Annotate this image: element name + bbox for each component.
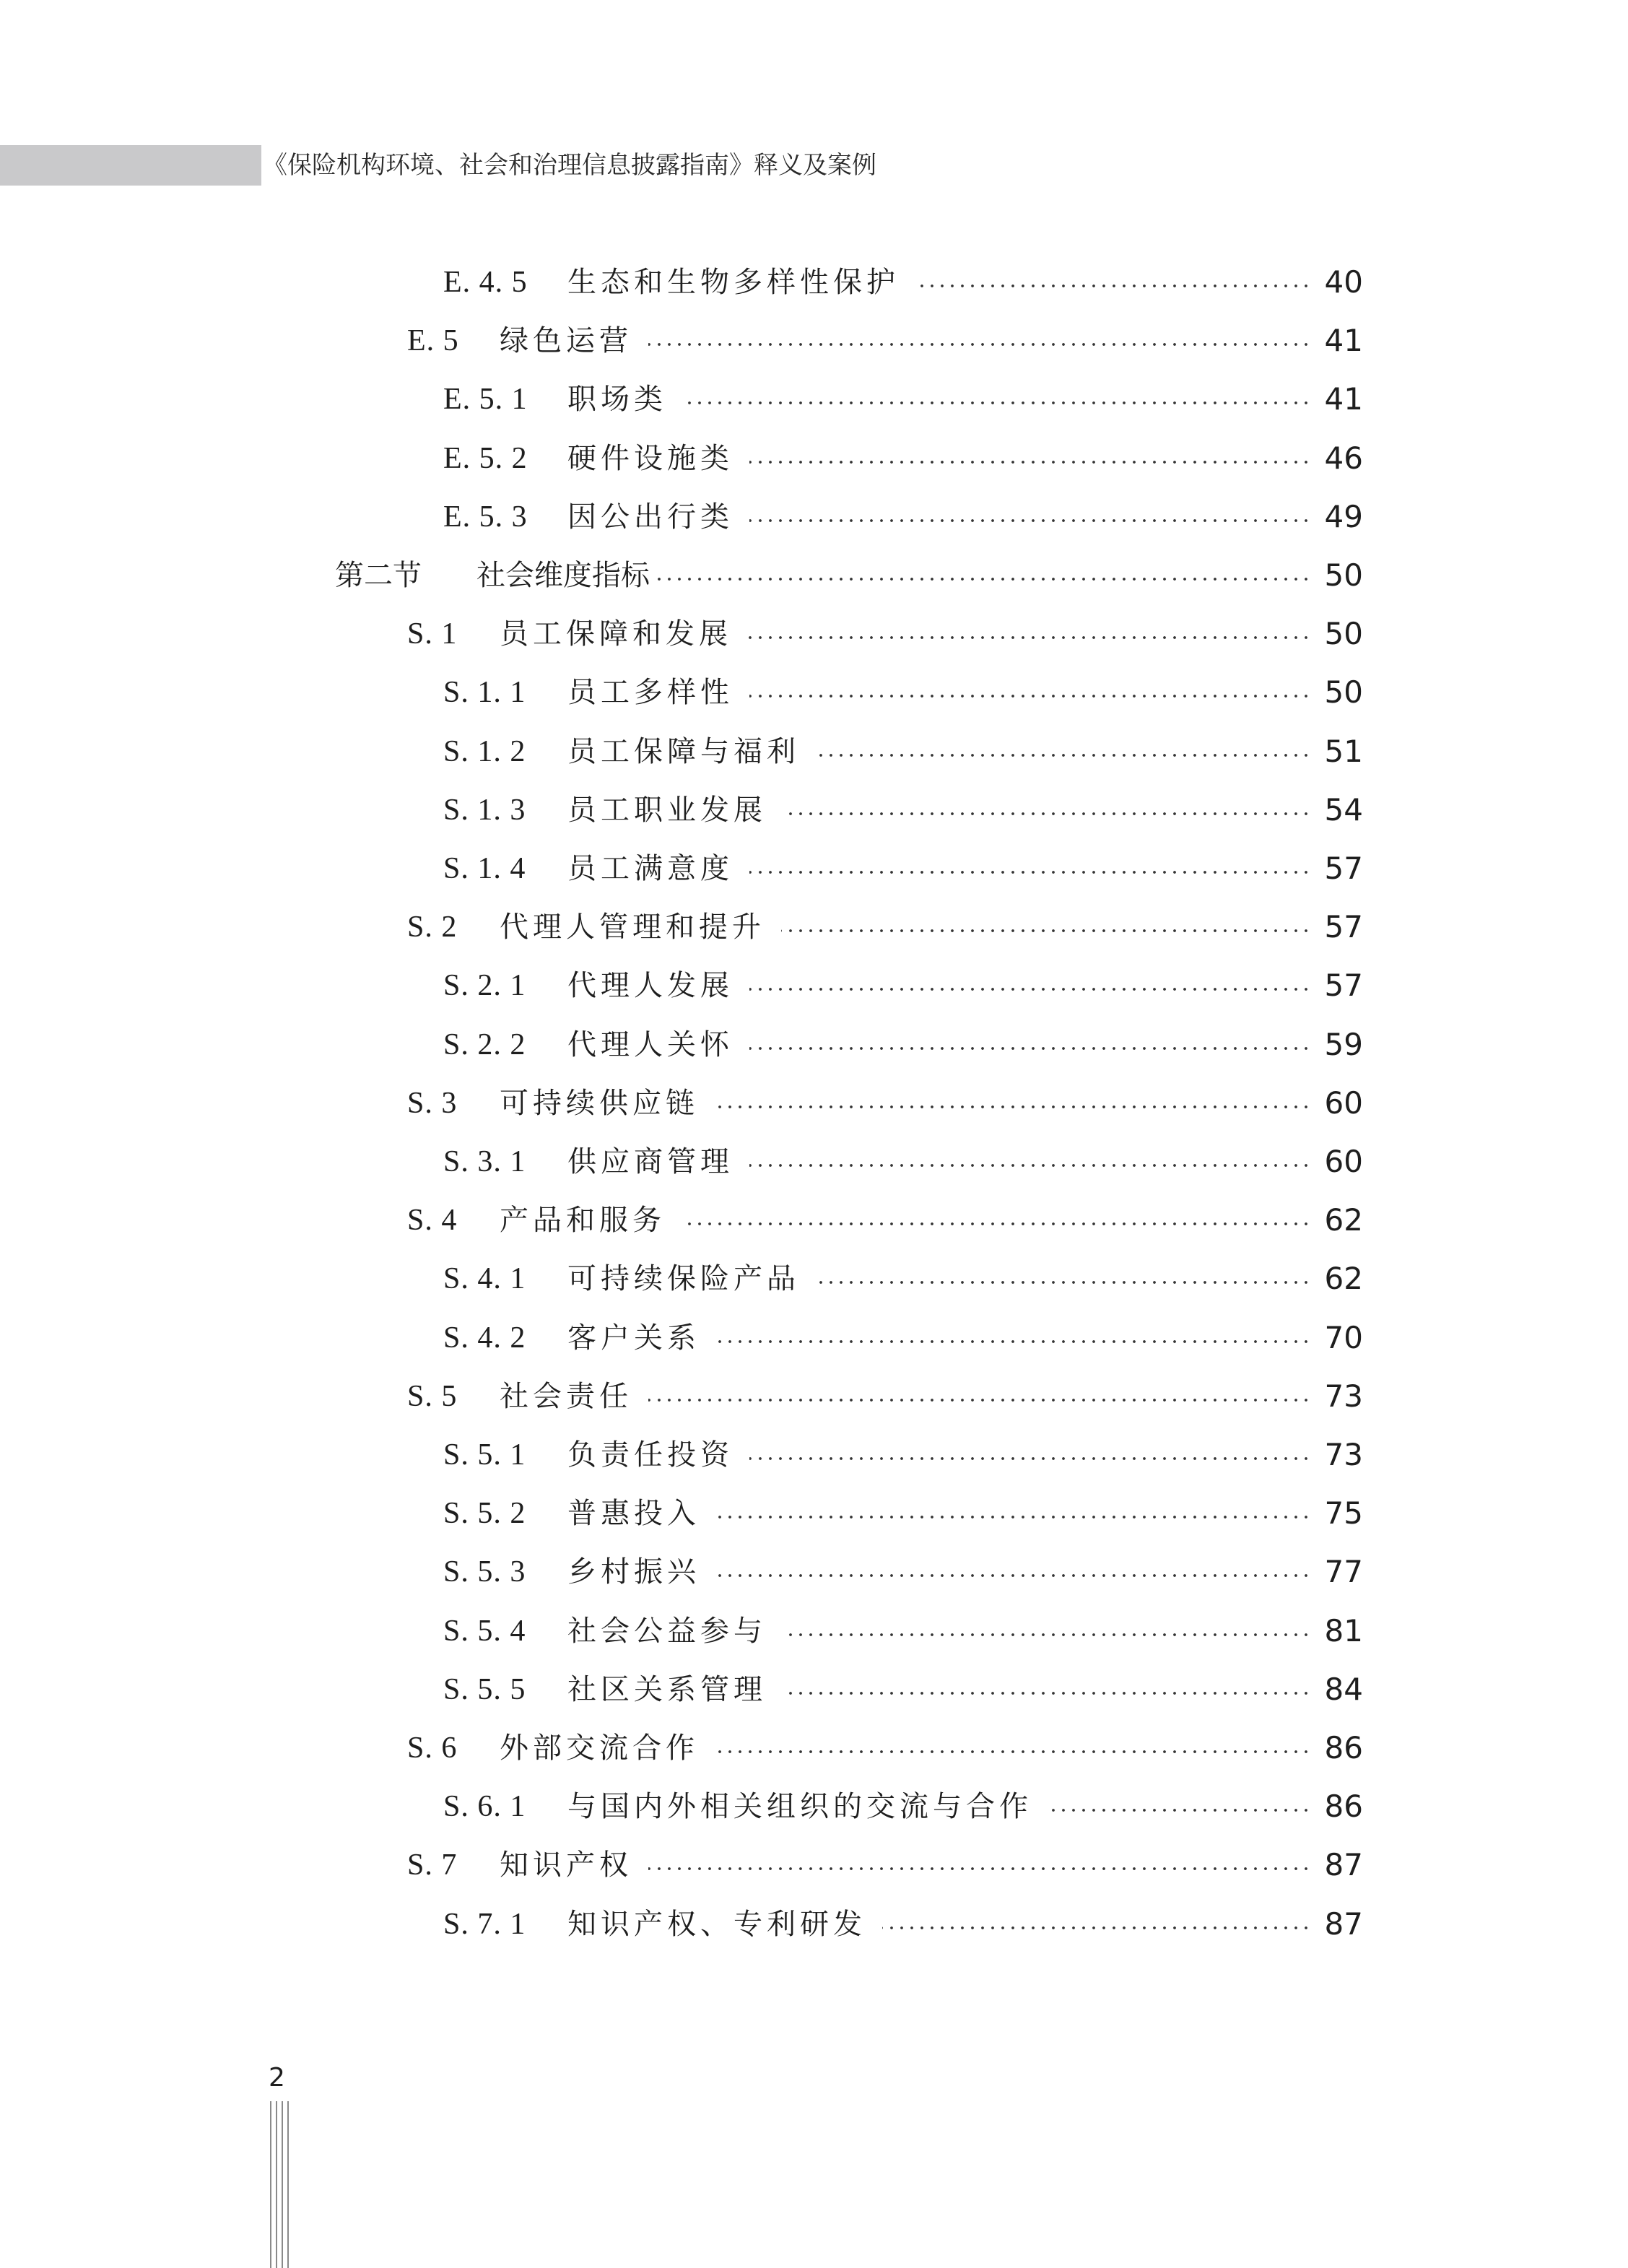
toc-entry-page: 77: [1324, 1554, 1363, 1589]
toc-entry[interactable]: [407, 1373, 1363, 1420]
toc-dot-leader: [648, 342, 1311, 347]
toc-entry[interactable]: [443, 258, 1363, 306]
toc-entry[interactable]: [443, 1431, 1363, 1479]
toc-dot-leader: [683, 401, 1311, 405]
toc-dot-leader: [715, 1105, 1311, 1109]
toc-entry-page: 87: [1324, 1906, 1363, 1942]
toc-entry[interactable]: [443, 1607, 1363, 1655]
toc-entry[interactable]: [335, 552, 1363, 599]
toc-entry-title: 知识产权、专利研发: [567, 1908, 866, 1941]
toc-entry-title: 代理人关怀: [567, 1028, 734, 1061]
toc-entry-number: S. 1. 4: [443, 852, 526, 885]
toc-entry-page: 57: [1324, 968, 1363, 1003]
toc-entry-number: E. 5. 1: [443, 383, 528, 416]
toc-entry-title: 普惠投入: [567, 1497, 700, 1530]
toc-entry[interactable]: [443, 1666, 1363, 1713]
toc-entry[interactable]: [443, 435, 1363, 482]
toc-entry[interactable]: [407, 1196, 1363, 1244]
toc-entry[interactable]: [443, 1900, 1363, 1948]
toc-entry-title: 产品和服务: [500, 1204, 666, 1237]
toc-entry-number: S. 1. 2: [443, 735, 526, 768]
toc-entry-number: S. 1. 3: [443, 794, 526, 827]
toc-entry[interactable]: [443, 493, 1363, 541]
toc-entry[interactable]: [407, 1079, 1363, 1127]
toc-entry-title: 员工保障与福利: [567, 735, 800, 768]
toc-dot-leader: [656, 577, 1311, 581]
toc-entry-title: 绿色运营: [500, 324, 632, 357]
toc-entry-page: 87: [1324, 1847, 1363, 1882]
folio-rule: [270, 2101, 271, 2268]
toc-entry[interactable]: [407, 1841, 1363, 1889]
toc-dot-leader: [749, 1456, 1311, 1461]
toc-entry[interactable]: [443, 1783, 1363, 1830]
toc-entry-number: S. 7: [407, 1848, 458, 1882]
toc-entry-number: S. 5. 4: [443, 1615, 526, 1648]
toc-entry-number: S. 3: [407, 1087, 458, 1120]
toc-dot-leader: [816, 753, 1311, 757]
toc-dot-leader: [748, 635, 1311, 640]
header-bar: [0, 145, 261, 186]
toc-entry-page: 57: [1324, 851, 1363, 886]
toc-dot-leader: [1048, 1808, 1311, 1812]
page-number: 2: [269, 2063, 285, 2093]
toc-entry-title: 供应商管理: [567, 1145, 734, 1178]
toc-entry-title: 与国内外相关组织的交流与合作: [567, 1790, 1032, 1823]
toc-dot-leader: [915, 284, 1311, 288]
toc-dot-leader: [749, 987, 1311, 991]
toc-dot-leader: [716, 1515, 1311, 1519]
toc-dot-leader: [882, 1926, 1311, 1930]
toc-entry-title: 乡村振兴: [567, 1555, 700, 1589]
toc-entry-page: 81: [1324, 1613, 1363, 1648]
toc-entry-number: 第二节: [335, 559, 422, 592]
toc-dot-leader: [682, 1222, 1311, 1226]
folio-rule: [287, 2101, 289, 2268]
toc-entry[interactable]: [443, 375, 1363, 423]
toc-entry-page: 51: [1324, 734, 1363, 769]
toc-entry-title: 知识产权: [500, 1848, 632, 1882]
toc-entry-number: S. 6. 1: [443, 1790, 526, 1823]
toc-entry-number: S. 1: [407, 617, 458, 651]
toc-entry-number: S. 3. 1: [443, 1145, 526, 1178]
toc-entry[interactable]: [443, 1255, 1363, 1303]
toc-entry-title: 员工满意度: [567, 852, 734, 885]
toc-dot-leader: [783, 1691, 1311, 1695]
toc-entry-title: 因公出行类: [567, 500, 734, 534]
toc-entry-title: 员工保障和发展: [500, 617, 732, 651]
toc-entry-page: 75: [1324, 1495, 1363, 1531]
toc-entry-number: E. 5: [407, 324, 459, 357]
toc-entry-number: E. 5. 3: [443, 500, 528, 534]
toc-dot-leader: [749, 694, 1311, 698]
toc-entry[interactable]: [443, 962, 1363, 1009]
toc-entry[interactable]: [407, 903, 1363, 951]
toc-entry-number: S. 1. 1: [443, 676, 526, 709]
toc-entry-page: 57: [1324, 909, 1363, 944]
toc-entry-title: 社会公益参与: [567, 1615, 767, 1648]
toc-dot-leader: [648, 1398, 1311, 1402]
toc-dot-leader: [749, 1046, 1311, 1051]
toc-entry[interactable]: [443, 1138, 1363, 1186]
toc-entry-title: 职场类: [567, 383, 667, 416]
folio-rule: [276, 2101, 277, 2268]
toc-entry-title: 外部交流合作: [500, 1732, 699, 1765]
toc-entry-page: 59: [1324, 1027, 1363, 1062]
toc-entry-page: 62: [1324, 1202, 1363, 1238]
toc-dot-leader: [749, 1163, 1311, 1168]
toc-entry-page: 50: [1324, 616, 1363, 651]
toc-dot-leader: [716, 1339, 1311, 1344]
folio-rule: [282, 2101, 283, 2268]
toc-entry[interactable]: [443, 1548, 1363, 1596]
toc-entry-title: 负责任投资: [567, 1438, 734, 1472]
toc-entry-page: 50: [1324, 674, 1363, 710]
toc-entry-page: 62: [1324, 1261, 1363, 1296]
toc-entry-page: 86: [1324, 1789, 1363, 1824]
toc-dot-leader: [749, 460, 1311, 464]
toc-entry-number: S. 2: [407, 911, 458, 944]
toc-entry-title: 员工职业发展: [567, 794, 767, 827]
toc-dot-leader: [781, 929, 1311, 933]
toc-entry-title: 社会维度指标: [476, 559, 650, 592]
toc-dot-leader: [749, 870, 1311, 874]
toc-entry-number: E. 4. 5: [443, 266, 528, 299]
toc-entry[interactable]: [443, 786, 1363, 834]
toc-entry-number: S. 4. 2: [443, 1321, 526, 1355]
toc-entry-page: 84: [1324, 1672, 1363, 1707]
toc-entry[interactable]: [443, 669, 1363, 716]
toc-entry-title: 客户关系: [567, 1321, 700, 1355]
toc-entry-number: S. 7. 1: [443, 1908, 526, 1941]
toc-entry-title: 代理人发展: [567, 969, 734, 1002]
toc-entry-title: 员工多样性: [567, 676, 734, 709]
toc-dot-leader: [648, 1867, 1311, 1871]
toc-entry-page: 41: [1324, 381, 1363, 417]
toc-entry-title: 生态和生物多样性保护: [567, 266, 900, 299]
toc-entry-number: S. 5. 1: [443, 1438, 526, 1472]
toc-dot-leader: [749, 518, 1311, 523]
toc-entry-page: 40: [1324, 264, 1363, 300]
toc-entry[interactable]: [443, 728, 1363, 775]
toc-entry-page: 86: [1324, 1730, 1363, 1765]
toc-entry[interactable]: [407, 610, 1363, 658]
toc-entry-number: S. 2. 2: [443, 1028, 526, 1061]
toc-entry-page: 54: [1324, 792, 1363, 827]
toc-entry-number: S. 2. 1: [443, 969, 526, 1002]
toc-entry-title: 社区关系管理: [567, 1673, 767, 1706]
toc-entry[interactable]: [443, 1490, 1363, 1537]
running-title: 《保险机构环境、社会和治理信息披露指南》释义及案例: [263, 151, 876, 180]
toc-entry-title: 可持续保险产品: [567, 1262, 800, 1295]
toc-entry[interactable]: [443, 845, 1363, 892]
toc-entry-number: S. 4: [407, 1204, 458, 1237]
toc-entry[interactable]: [443, 1314, 1363, 1362]
toc-dot-leader: [783, 1633, 1311, 1637]
toc-entry-number: S. 5. 5: [443, 1673, 526, 1706]
toc-entry-number: S. 5. 3: [443, 1555, 526, 1589]
toc-dot-leader: [716, 1573, 1311, 1578]
toc-entry-page: 73: [1324, 1437, 1363, 1472]
toc-entry[interactable]: [407, 317, 1363, 365]
toc-entry-title: 硬件设施类: [567, 442, 734, 475]
toc-entry-page: 41: [1324, 323, 1363, 358]
toc-entry-page: 49: [1324, 499, 1363, 534]
toc-entry-number: S. 6: [407, 1732, 458, 1765]
toc-entry-page: 50: [1324, 557, 1363, 593]
toc-entry-page: 73: [1324, 1378, 1363, 1414]
toc-dot-leader: [715, 1750, 1311, 1754]
toc-entry-number: S. 4. 1: [443, 1262, 526, 1295]
toc-entry-page: 60: [1324, 1085, 1363, 1121]
toc-entry[interactable]: [407, 1724, 1363, 1772]
toc-entry-page: 60: [1324, 1144, 1363, 1179]
toc-entry-title: 社会责任: [500, 1380, 632, 1413]
toc-entry-number: S. 5: [407, 1380, 458, 1413]
toc-dot-leader: [783, 812, 1311, 816]
toc-entry-page: 46: [1324, 440, 1363, 476]
toc-entry-number: E. 5. 2: [443, 442, 528, 475]
toc-entry-number: S. 5. 2: [443, 1497, 526, 1530]
toc-entry-title: 代理人管理和提升: [500, 911, 765, 944]
toc-dot-leader: [816, 1280, 1311, 1285]
toc-entry[interactable]: [443, 1021, 1363, 1069]
toc-entry-page: 70: [1324, 1320, 1363, 1355]
toc-entry-title: 可持续供应链: [500, 1087, 699, 1120]
folio-rules: [267, 2101, 296, 2268]
